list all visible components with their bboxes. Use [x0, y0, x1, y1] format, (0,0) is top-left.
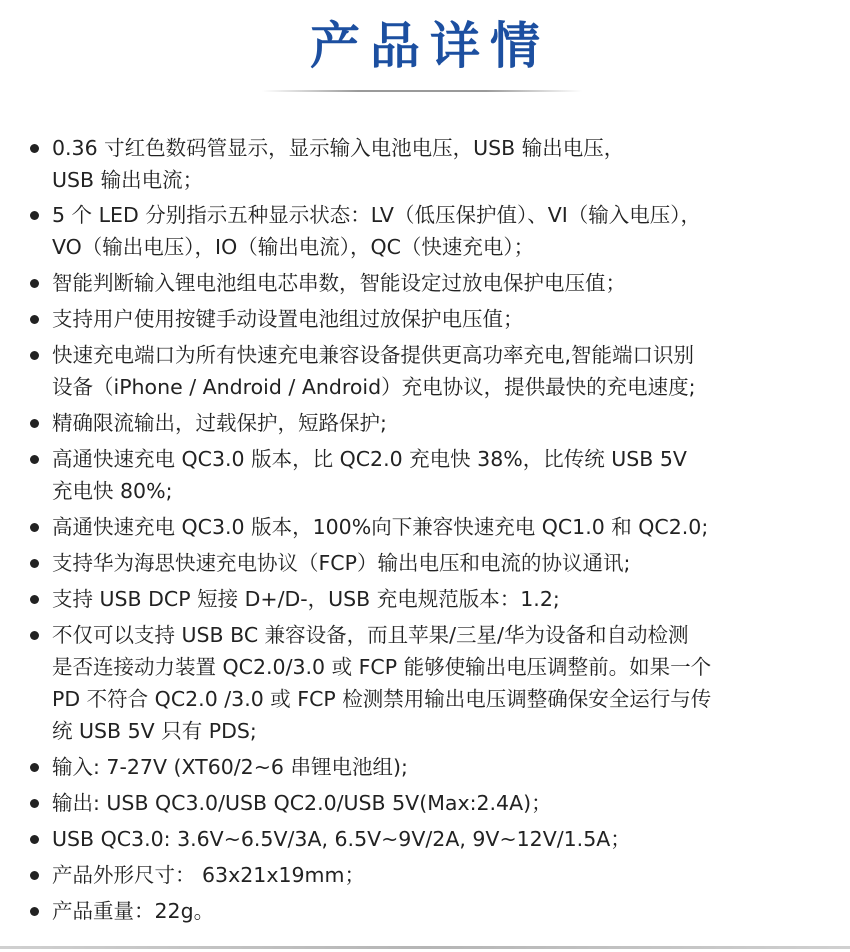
- item-text: 支持用户使用按键手动设置电池组过放保护电压值；: [52, 307, 524, 331]
- bullet-icon: [30, 419, 39, 428]
- list-item: [30, 407, 830, 439]
- page-title: 产品详情: [310, 17, 550, 75]
- feature-list: [30, 132, 830, 927]
- item-text: 充电快 80%;: [52, 479, 173, 503]
- item-text: 高通快速充电 QC3.0 版本，比 QC2.0 充电快 38%，比传统 USB 5V: [52, 447, 687, 471]
- item-text: 产品重量：22g。: [52, 899, 215, 923]
- bullet-icon: [30, 763, 39, 772]
- list-item: [30, 619, 830, 747]
- item-text: 输出: USB QC3.0/USB QC2.0/USB 5V(Max:2.4A)；: [52, 791, 552, 815]
- bullet-icon: [30, 211, 39, 220]
- list-item: [30, 895, 830, 927]
- item-text: 设备（iPhone / Android / Android）充电协议，提供最快的充电速度;: [52, 375, 696, 399]
- list-item: [30, 547, 830, 579]
- item-text: 支持 USB DCP 短接 D+/D-，USB 充电规范版本：1.2;: [52, 587, 560, 611]
- list-item: [30, 787, 830, 819]
- item-text: 0.36 寸红色数码管显示，显示输入电池电压，USB 输出电压，: [52, 136, 625, 160]
- item-text: 输入: 7-27V (XT60/2~6 串锂电池组);: [52, 755, 408, 779]
- bullet-icon: [30, 559, 39, 568]
- list-item: [30, 823, 830, 855]
- bullet-icon: [30, 351, 39, 360]
- item-text: 快速充电端口为所有快速充电兼容设备提供更高功率充电,智能端口识别: [52, 343, 695, 367]
- item-text: 统 USB 5V 只有 PDS;: [52, 719, 257, 743]
- item-text: 高通快速充电 QC3.0 版本，100%向下兼容快速充电 QC1.0 和 QC2.0;: [52, 515, 709, 539]
- list-item: [30, 267, 830, 299]
- item-text: 是否连接动力装置 QC2.0/3.0 或 FCP 能够使输出电压调整前。如果一个: [52, 655, 712, 679]
- bullet-icon: [30, 523, 39, 532]
- bullet-icon: [30, 871, 39, 880]
- item-text: VO（输出电压），IO（输出电流），QC（快速充电）；: [52, 235, 535, 259]
- item-text: USB QC3.0: 3.6V~6.5V/3A, 6.5V~9V/2A, 9V~12V/1.5A；: [52, 827, 631, 851]
- bullet-icon: [30, 279, 39, 288]
- item-text: 产品外形尺寸： 63x21x19mm；: [52, 863, 365, 887]
- list-item: [30, 199, 830, 263]
- list-item: [30, 339, 830, 403]
- list-item: [30, 132, 830, 196]
- bullet-icon: [30, 835, 39, 844]
- item-text: USB 输出电流；: [52, 168, 204, 192]
- bullet-icon: [30, 907, 39, 916]
- title-divider: [262, 90, 582, 92]
- bullet-icon: [30, 144, 39, 153]
- bottom-divider: [0, 946, 850, 949]
- list-item: [30, 859, 830, 891]
- list-item: [30, 511, 830, 543]
- bullet-icon: [30, 595, 39, 604]
- item-text: 5 个 LED 分别指示五种显示状态：LV（低压保护值）、VI（输入电压），: [52, 203, 702, 227]
- list-item: [30, 583, 830, 615]
- list-item: [30, 751, 830, 783]
- bullet-icon: [30, 631, 39, 640]
- item-text: 不仅可以支持 USB BC 兼容设备，而且苹果/三星/华为设备和自动检测: [52, 623, 689, 647]
- item-text: 智能判断输入锂电池组电芯串数，智能设定过放电保护电压值；: [52, 271, 626, 295]
- item-text: PD 不符合 QC2.0 /3.0 或 FCP 检测禁用输出电压调整确保安全运行与传: [52, 687, 712, 711]
- bullet-icon: [30, 315, 39, 324]
- bullet-icon: [30, 799, 39, 808]
- list-item: [30, 443, 830, 507]
- item-text: 精确限流输出，过载保护，短路保护;: [52, 411, 387, 435]
- list-item: [30, 303, 830, 335]
- item-text: 支持华为海思快速充电协议（FCP）输出电压和电流的协议通讯;: [52, 551, 631, 575]
- bullet-icon: [30, 455, 39, 464]
